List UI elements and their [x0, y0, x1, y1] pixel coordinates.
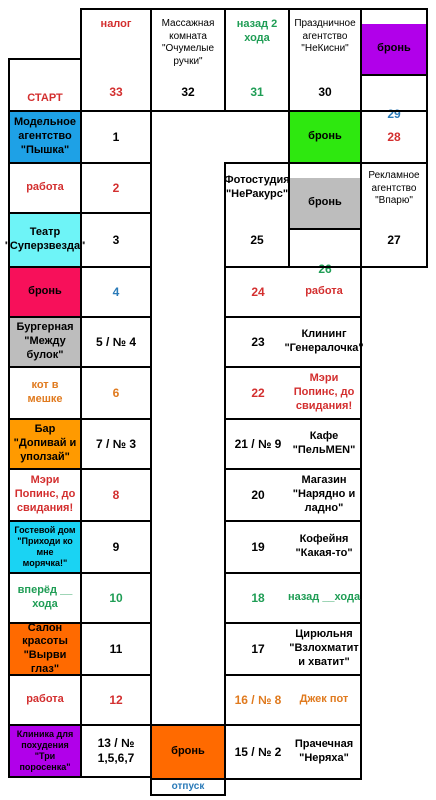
cell-9-number	[80, 520, 152, 574]
cell-label: Рекламное агентство "Впарю"	[368, 170, 420, 206]
cell-7-number	[80, 418, 152, 470]
cell-20-number	[224, 468, 290, 522]
cell-label: бронь	[28, 285, 62, 298]
cell-label: налог	[100, 18, 132, 30]
cell-reserve-vacation	[150, 724, 226, 780]
cell-23-cleaning	[284, 316, 364, 368]
cell-22-mary-poppins	[288, 366, 362, 420]
cell-label: Массажная комната "Очумелые ручки"	[161, 18, 215, 67]
cell-32-massage-room	[150, 8, 226, 112]
cell-30-party-agency	[288, 8, 362, 112]
cell-label: Бар "Допивай и уползай"	[13, 423, 77, 463]
cell-1-model-agency	[8, 110, 82, 164]
cell-18-back	[288, 572, 362, 624]
cell-label: Салон красоты "Вырви глаз"	[22, 621, 68, 675]
cell-13-number	[80, 724, 152, 778]
cell-number: 24	[251, 284, 265, 299]
cell-21-cafe	[288, 418, 362, 470]
cell-5-number	[80, 316, 152, 368]
cell-label: работа	[26, 181, 64, 194]
cell-number: 11	[109, 641, 123, 656]
cell-number: 16 / № 8	[234, 692, 282, 707]
cell-20-shop	[288, 468, 362, 522]
cell-1-number	[80, 110, 152, 164]
cell-33-tax	[80, 8, 152, 112]
cell-4-reserve	[8, 266, 82, 318]
cell-27-ad-agency	[360, 162, 428, 268]
cell-label: Гостевой дом "Приходи ко мне морячка!"	[14, 524, 76, 569]
cell-12-number	[80, 674, 152, 726]
cell-number: 6	[112, 385, 120, 400]
cell-label: Джек пот	[299, 693, 349, 706]
cell-number: 19	[251, 539, 265, 554]
cell-number: 27	[387, 233, 401, 247]
cell-15-laundry	[288, 724, 362, 780]
cell-label: работа	[26, 693, 64, 706]
cell-21-number	[224, 418, 290, 470]
cell-number: 25	[250, 233, 264, 247]
start-label: СТАРТ	[27, 92, 63, 105]
cell-number: 31	[250, 85, 264, 99]
cell-label: Театр "Суперзвезда"	[4, 226, 86, 252]
cell-number: 12	[109, 692, 123, 707]
cell-31-back-2	[224, 8, 290, 112]
cell-label: бронь	[171, 745, 205, 758]
cell-label: Мэри Попинс, до свидания!	[14, 474, 76, 514]
cell-16-jackpot	[288, 674, 362, 726]
cell-12-work	[8, 674, 82, 726]
cell-8-number	[80, 468, 152, 522]
cell-label: Цирюльня "Взлохматит и хватит"	[289, 628, 359, 668]
cell-23-number	[224, 316, 290, 368]
cell-2-number	[80, 162, 152, 214]
cell-6-number	[80, 366, 152, 420]
cell-28-number	[360, 110, 428, 164]
reserve-label: бронь	[362, 24, 426, 76]
cell-24-number	[224, 266, 290, 318]
start-cell	[8, 58, 82, 112]
cell-11-number	[80, 622, 152, 676]
cell-16-number	[224, 674, 290, 726]
cell-22-number	[224, 366, 290, 420]
cell-label: Клиника для похудения "Три поросенка"	[16, 728, 74, 773]
cell-8-mary-poppins	[8, 468, 82, 522]
cell-label: назад __хода	[287, 591, 361, 604]
cell-6-cat-in-bag	[8, 366, 82, 420]
cell-label: вперёд __ хода	[17, 584, 73, 610]
cell-number: 17	[251, 641, 265, 656]
cell-10-forward	[8, 572, 82, 624]
cell-number: 21 / № 9	[234, 436, 282, 451]
cell-label: Праздничное агентство "НеКисни"	[294, 18, 356, 54]
cell-2-work	[8, 162, 82, 214]
cell-number: 28	[387, 129, 401, 144]
cell-11-beauty-salon	[8, 622, 82, 676]
cell-number: 29	[387, 107, 401, 121]
cell-number: 2	[112, 180, 120, 195]
cell-9-guest-house	[8, 520, 82, 574]
cell-19-number	[224, 520, 290, 574]
cell-label: кот в мешке	[27, 379, 63, 405]
cell-label: Фотостудия "НеРакурс"	[224, 174, 290, 200]
cell-28-reserve	[288, 110, 362, 164]
cell-number: 5 / № 4	[95, 334, 137, 349]
cell-label: Модельное агентство "Пышка"	[13, 116, 77, 156]
cell-number: 13 / № 1,5,6,7	[97, 736, 135, 765]
cell-label: работа	[305, 285, 343, 298]
cell-3-number	[80, 212, 152, 268]
cell-3-theatre	[4, 212, 86, 268]
cell-number: 33	[109, 85, 123, 99]
cell-label: Кофейня "Какая-то"	[295, 533, 353, 559]
reserve-label: бронь	[290, 178, 360, 230]
cell-label: бронь	[308, 130, 342, 143]
cell-26-reserve	[288, 162, 362, 276]
cell-number: 1	[112, 129, 120, 144]
cell-number: 3	[112, 232, 120, 247]
cell-number: 26	[318, 262, 332, 276]
cell-number: 8	[112, 487, 120, 502]
cell-5-burger	[8, 316, 82, 368]
cell-18-number	[224, 572, 290, 624]
cell-17-number	[224, 622, 290, 676]
cell-number: 18	[251, 590, 265, 605]
cell-number: 22	[251, 385, 265, 400]
cell-number: 32	[181, 85, 195, 99]
cell-7-bar	[8, 418, 82, 470]
cell-4-number	[80, 266, 152, 318]
vacation-caption-cell	[150, 778, 226, 796]
cell-number: 23	[251, 334, 265, 349]
cell-label: Прачечная "Неряха"	[294, 738, 354, 764]
cell-10-number	[80, 572, 152, 624]
cell-25-photo-studio	[224, 162, 290, 268]
cell-number: 9	[112, 539, 120, 554]
cell-13-clinic	[8, 724, 82, 778]
cell-number: 30	[318, 85, 332, 99]
cell-number: 15 / № 2	[234, 744, 282, 759]
cell-label: Клининг "Генералочка"	[284, 328, 364, 354]
cell-19-coffee	[288, 520, 362, 574]
cell-label: назад 2 хода	[236, 18, 278, 44]
cell-label: Магазин "Нарядно и ладно"	[292, 474, 356, 514]
cell-label: Кафе "ПельМЕN"	[292, 430, 356, 456]
vacation-caption: отпуск	[171, 780, 205, 792]
cell-number: 10	[109, 590, 123, 605]
cell-24-work	[288, 266, 362, 318]
cell-15-number	[224, 724, 290, 780]
cell-label: Мэри Попинс, до свидания!	[293, 372, 355, 412]
cell-number: 20	[251, 487, 265, 502]
cell-number: 4	[112, 284, 120, 299]
cell-17-barber	[288, 622, 362, 676]
cell-29-reserve	[360, 8, 428, 121]
cell-number: 7 / № 3	[95, 436, 137, 451]
cell-label: Бургерная "Между булок"	[16, 321, 74, 361]
